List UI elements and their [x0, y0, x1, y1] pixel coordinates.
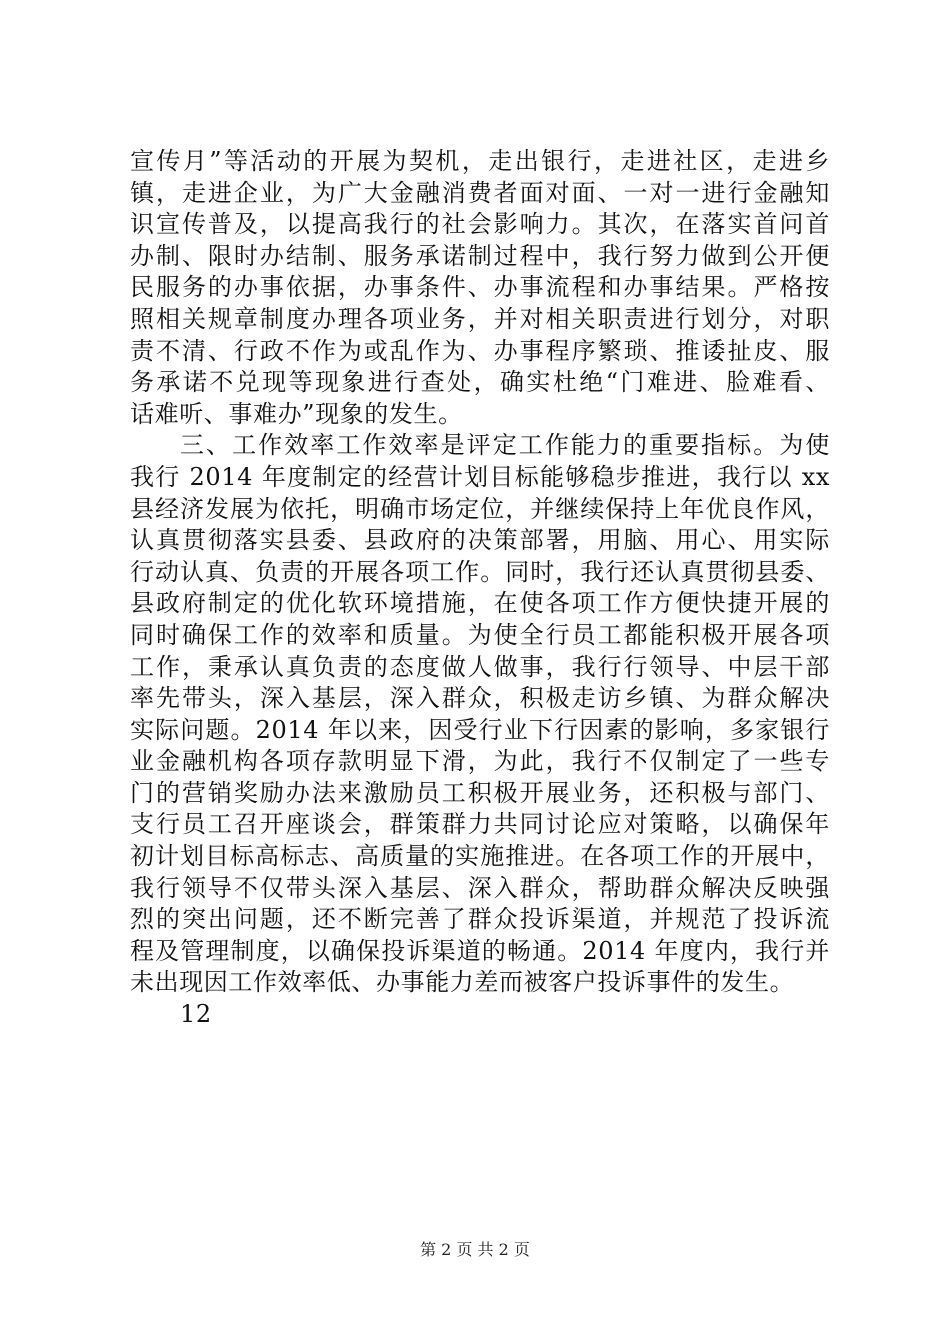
text-line: 识宣传普及，以提高我行的社会影响力。其次，在落实首问首: [130, 210, 830, 239]
text-line: 民服务的办事依据，办事条件、办事流程和办事结果。严格按: [130, 273, 830, 302]
body-text: [130, 146, 830, 1031]
page-indicator: 第 2 页 共 2 页: [420, 1240, 530, 1259]
text-line: 县经济发展为依托，明确市场定位，并继续保持上年优良作风，: [130, 494, 830, 523]
text-line: 实际问题。2014 年以来，因受行业下行因素的影响，多家银行: [130, 715, 830, 744]
text-line: 同时确保工作的效率和质量。为使全行员工都能积极开展各项: [130, 620, 830, 649]
text-line: 责不清、行政不作为或乱作为、办事程序繁琐、推诿扯皮、服: [130, 336, 830, 365]
text-line: 照相关规章制度办理各项业务，并对相关职责进行划分，对职: [130, 304, 830, 333]
text-line: 率先带头，深入基层，深入群众，积极走访乡镇、为群众解决: [130, 684, 830, 713]
page-number-text: 12: [180, 1000, 212, 1029]
text-line: 镇，走进企业，为广大金融消费者面对面、一对一进行金融知: [130, 178, 830, 207]
text-line: 业金融机构各项存款明显下滑，为此，我行不仅制定了一些专: [130, 747, 830, 776]
text-line: 认真贯彻落实县委、县政府的决策部署，用脑、用心、用实际: [130, 526, 830, 555]
text-line: 未出现因工作效率低、办事能力差而被客户投诉事件的发生。: [130, 968, 795, 997]
text-line: 初计划目标高标志、高质量的实施推进。在各项工作的开展中，: [130, 842, 830, 871]
text-line: 办制、限时办结制、服务承诺制过程中，我行努力做到公开便: [130, 241, 830, 270]
text-line: 务承诺不兑现等现象进行查处，确实杜绝“门难进、脸难看、: [130, 368, 830, 397]
section-heading-line: 三、工作效率工作效率是评定工作能力的重要指标。为使: [180, 431, 830, 460]
text-line: 工作，秉承认真负责的态度做人做事，我行行领导、中层干部: [130, 652, 830, 681]
text-line: 烈的突出问题，还不断完善了群众投诉渠道，并规范了投诉流: [130, 905, 830, 934]
text-line: 门的营销奖励办法来激励员工积极开展业务，还积极与部门、: [130, 778, 830, 807]
text-line: 我行 2014 年度制定的经营计划目标能够稳步推进，我行以 xx: [130, 462, 830, 491]
text-line: 程及管理制度，以确保投诉渠道的畅通。2014 年度内，我行并: [130, 936, 830, 965]
text-line: 我行领导不仅带头深入基层、深入群众，帮助群众解决反映强: [130, 873, 830, 902]
text-line: 话难听、事难办”现象的发生。: [130, 399, 463, 428]
page-footer: [0, 1240, 950, 1260]
text-line: 宣传月”等活动的开展为契机，走出银行，走进社区，走进乡: [130, 147, 830, 175]
text-line: 行动认真、负责的开展各项工作。同时，我行还认真贯彻县委、: [130, 557, 830, 586]
text-line: 县政府制定的优化软环境措施，在使各项工作方便快捷开展的: [130, 589, 830, 618]
text-line: 支行员工召开座谈会，群策群力共同讨论应对策略，以确保年: [130, 810, 830, 839]
